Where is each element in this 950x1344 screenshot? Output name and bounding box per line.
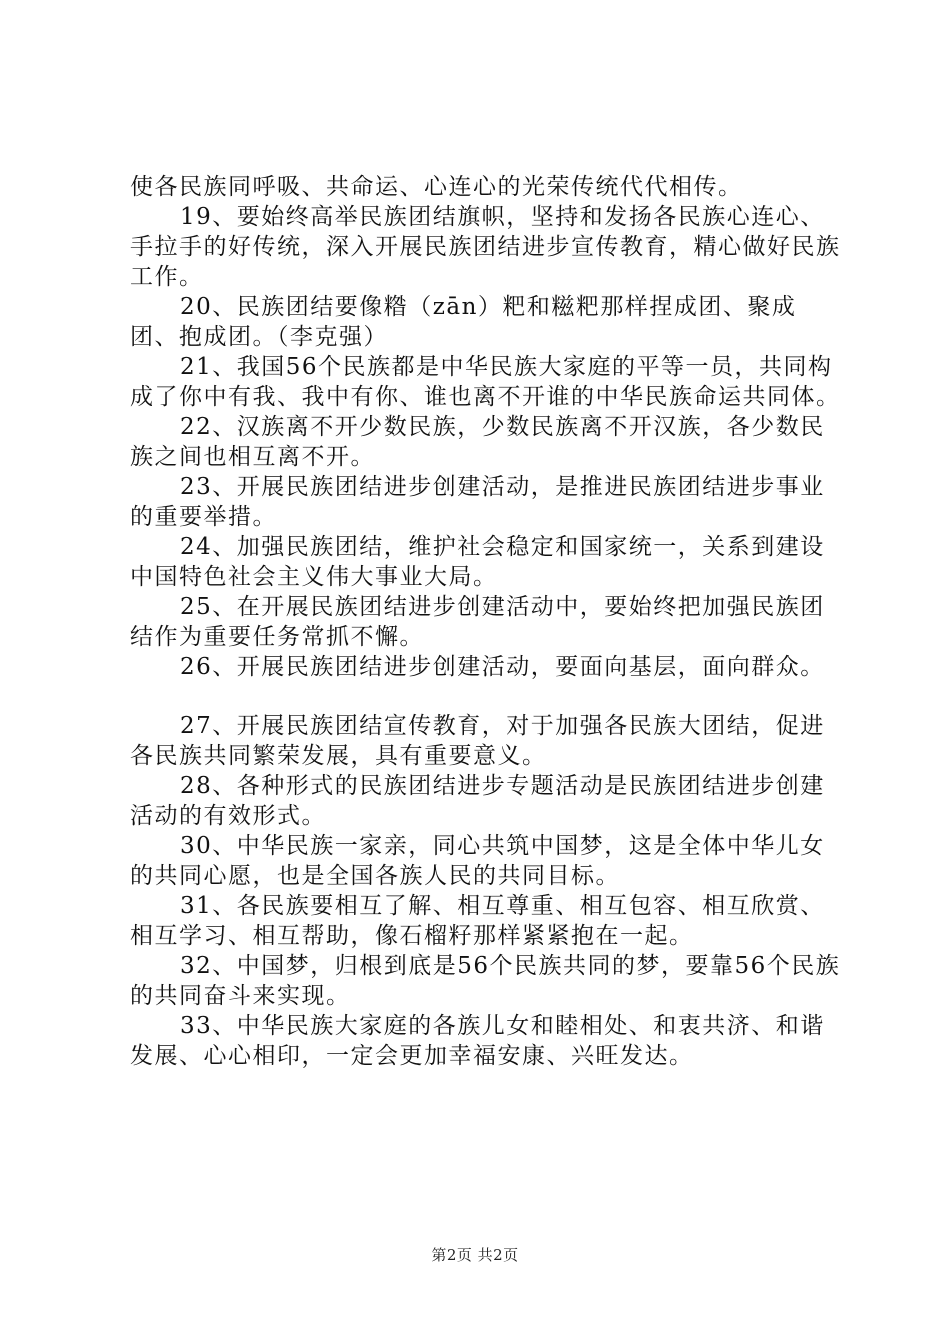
paragraph-22: 22、汉族离不开少数民族，少数民族离不开汉族，各少数民族之间也相互离不开。 — [130, 414, 825, 470]
page-number-footer: 第2页 共2页 — [431, 1246, 519, 1264]
paragraph-20: 20、民族团结要像糌（zān）粑和糍粑那样捏成团、聚成团、抱成团。（李克强） — [130, 294, 797, 350]
paragraph-28: 28、各种形式的民族团结进步专题活动是民族团结进步创建活动的有效形式。 — [130, 773, 825, 829]
paragraph-31: 31、各民族要相互了解、相互尊重、相互包容、相互欣赏、相互学习、相互帮助，像石榴籽那样紧紧抱在一起。 — [130, 893, 825, 949]
paragraph-24: 24、加强民族团结，维护社会稳定和国家统一，关系到建设中国特色社会主义伟大事业大局。 — [130, 534, 825, 590]
paragraph-32: 32、中国梦，归根到底是56个民族共同的梦，要靠56个民族的共同奋斗来实现。 — [130, 953, 841, 1009]
paragraph-continuation: 使各民族同呼吸、共命运、心连心的光荣传统代代相传。 — [130, 174, 743, 200]
paragraph-26: 26、开展民族团结进步创建活动，要面向基层，面向群众。 — [180, 654, 825, 680]
paragraph-27: 27、开展民族团结宣传教育，对于加强各民族大团结，促进各民族共同繁荣发展，具有重要意义。 — [130, 713, 825, 769]
paragraph-23: 23、开展民族团结进步创建活动，是推进民族团结进步事业的重要举措。 — [130, 474, 825, 530]
paragraph-21: 21、我国56个民族都是中华民族大家庭的平等一员，共同构成了你中有我、我中有你、谁也离不开谁的中华民族命运共同体。 — [130, 354, 841, 410]
paragraph-25: 25、在开展民族团结进步创建活动中，要始终把加强民族团结作为重要任务常抓不懈。 — [130, 594, 825, 650]
paragraph-19: 19、要始终高举民族团结旗帜，坚持和发扬各民族心连心、手拉手的好传统，深入开展民族团结进步宣传教育，精心做好民族工作。 — [130, 204, 841, 290]
paragraph-33: 33、中华民族大家庭的各族儿女和睦相处、和衷共济、和谐发展、心心相印，一定会更加幸福安康、兴旺发达。 — [130, 1013, 825, 1069]
paragraph-30: 30、中华民族一家亲，同心共筑中国梦，这是全体中华儿女的共同心愿，也是全国各族人民的共同目标。 — [130, 833, 825, 889]
document-body — [130, 172, 842, 1071]
